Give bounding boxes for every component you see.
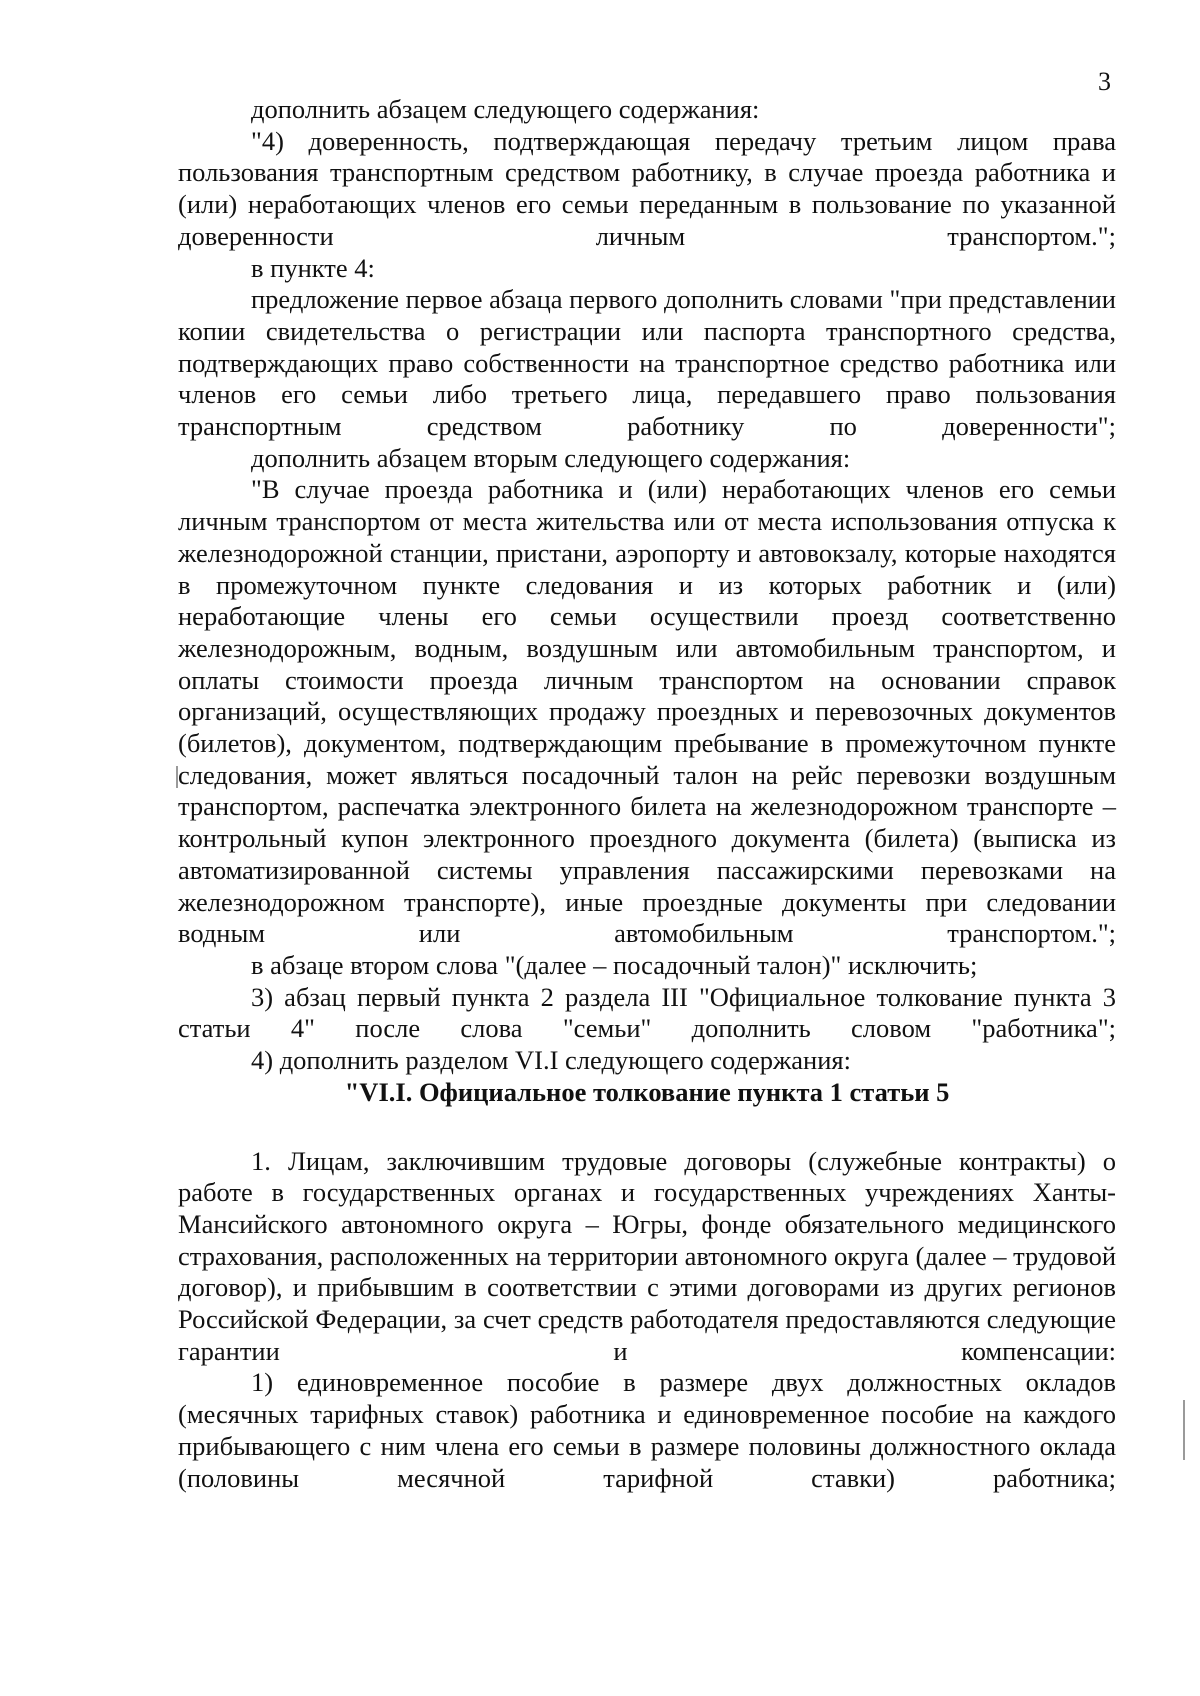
paragraph: в абзаце втором слова "(далее – посадочный талон)" исключить; (251, 949, 978, 980)
paragraph: дополнить абзацем следующего содержания: (251, 94, 760, 124)
paragraph: предложение первое абзаца первого дополнить словами "при представлении копии свидетельства о регистрации или паспорта транспортного средства, подтверждающих право собственности на транспортное средство работника или членов его семьи либо третьего лица, передавшего право пользования транспортным средством работнику по доверенности"; (178, 284, 1116, 442)
document-body (178, 94, 1116, 1494)
paragraph: в пункте 4: (251, 252, 375, 283)
spacer (178, 1109, 1116, 1146)
paragraph: дополнить абзацем вторым следующего содержания: (251, 442, 851, 473)
section-heading: "VI.I. Официальное толкование пункта 1 статьи 5 (344, 1076, 950, 1107)
paragraph: "4) доверенность, подтверждающая передачу третьим лицом права пользования транспортным средством работнику, в случае проезда работника и (или) неработающих членов его семьи переданным в пользование по указанной доверенности личным транспортом."; (178, 125, 1116, 251)
scan-artifact (176, 766, 178, 788)
scan-artifact (1183, 1400, 1185, 1460)
paragraph: "В случае проезда работника и (или) неработающих членов его семьи личным транспортом от места жительства или от места использования отпуска к железнодорожной станции, пристани, аэропорту и автовокзалу, которые находятся в промежуточном пункте следования и из которых работник и (или) неработающие члены его семьи осуществили проезд соответственно железнодорожным, водным, воздушным или автомобильным транспортом, и оплаты стоимости проезда личным транспортом на основании справок организаций, осуществляющих продажу проездных и перевозочных документов (билетов), документом, подтверждающим пребывание в промежуточном пункте следования, может являться посадочный талон на рейс перевозки воздушным транспортом, распечатка электронного билета на железнодорожном транспорте – контрольный купон электронного проездного документа (билета) (выписка из автоматизированной системы управления пассажирскими перевозками на железнодорожном транспорте), иные проездные документы при следовании водным или автомобильным транспортом."; (178, 474, 1116, 949)
paragraph: 3) абзац первый пункта 2 раздела III "Официальное толкование пункта 3 статьи 4" после слова "семьи" дополнить словом "работника"; (178, 981, 1116, 1044)
page-number: 3 (1098, 67, 1111, 96)
paragraph: 1. Лицам, заключившим трудовые договоры (служебные контракты) о работе в государственных органах и государственных учреждениях Ханты-Мансийского автономного округа – Югры, фонде обязательного медицинского страхования, расположенных на территории автономного округа (далее – трудовой договор), и прибывшим в соответствии с этими договорами из других регионов Российской Федерации, за счет средств работодателя предоставляются следующие гарантии и компенсации: (178, 1145, 1116, 1366)
paragraph: 4) дополнить разделом VI.I следующего содержания: (251, 1045, 851, 1076)
paragraph: 1) единовременное пособие в размере двух должностных окладов (месячных тарифных ставок) работника и единовременное пособие на каждого прибывающего с ним члена его семьи в размере половины должностного оклада (половины месячной тарифной ставки) работника; (178, 1367, 1116, 1493)
